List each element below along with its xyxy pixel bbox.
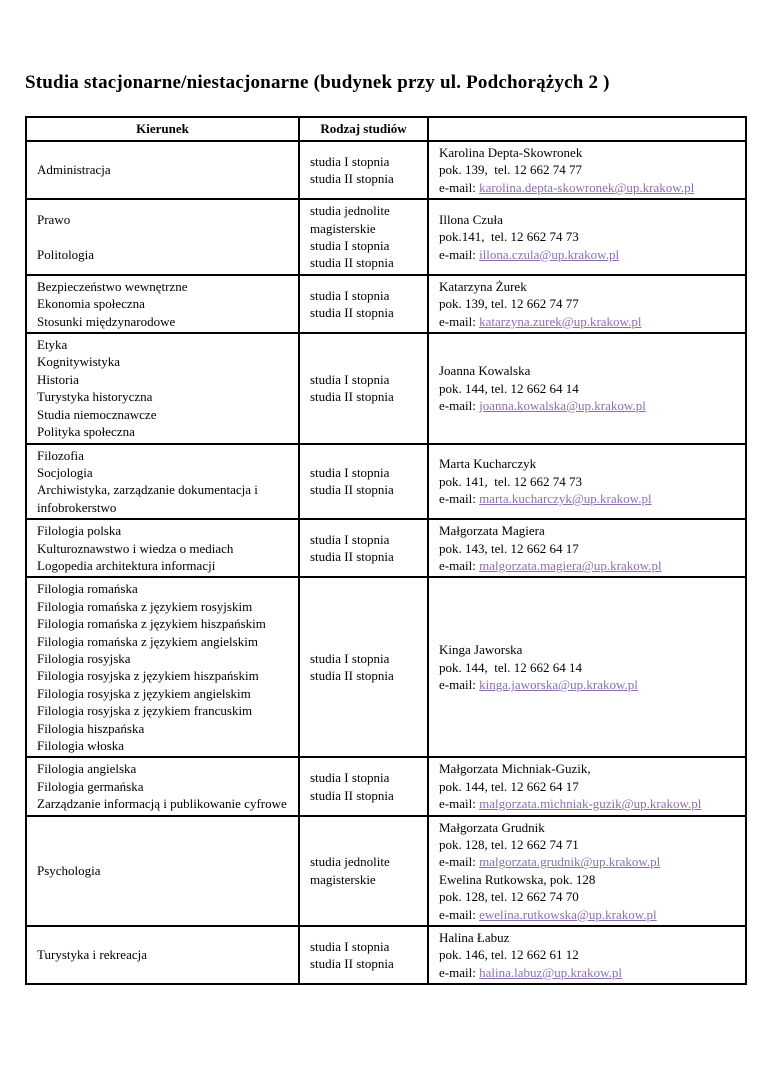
- email-label: e-mail:: [439, 906, 480, 922]
- table-row: [26, 141, 746, 199]
- contact-email-line: [439, 853, 739, 870]
- contact-text-line: pok.141, tel. 12 662 74 73: [439, 229, 579, 245]
- rodzaj-studiow-cell: [299, 816, 428, 926]
- rodzaj-studiow-item: studia II stopnia: [310, 389, 394, 405]
- rodzaj-studiow-item: studia I stopnia: [310, 770, 390, 786]
- contact-cell: [428, 816, 746, 926]
- kierunek-cell: [26, 275, 299, 333]
- kierunek-item: Filologia rosyjska: [37, 650, 131, 666]
- kierunek-item: Studia niemocznawcze: [37, 406, 157, 422]
- kierunek-item: Filozofia: [37, 447, 84, 463]
- kierunek-item: Turystyka i rekreacja: [37, 947, 147, 963]
- contact-text-line: Illona Czuła: [439, 211, 503, 227]
- email-label: e-mail:: [439, 964, 480, 980]
- contact-email-line: [439, 397, 739, 414]
- kierunek-cell: [26, 141, 299, 199]
- kierunek-cell: [26, 757, 299, 815]
- rodzaj-studiow-cell: [299, 333, 428, 443]
- email-link[interactable]: joanna.kowalska@up.krakow.pl: [479, 397, 646, 413]
- contact-email-line: [439, 490, 739, 507]
- page-title: Studia stacjonarne/niestacjonarne (budynek przy ul. Podchorążych 2 ): [25, 72, 610, 93]
- contact-cell: [428, 275, 746, 333]
- table-row: [26, 333, 746, 443]
- studies-table: [25, 116, 747, 985]
- rodzaj-studiow-item: studia II stopnia: [310, 787, 394, 803]
- kierunek-item: Filologia romańska: [37, 581, 138, 597]
- kierunek-item: Polityka społeczna: [37, 424, 135, 440]
- rodzaj-studiow-cell: [299, 141, 428, 199]
- kierunek-item: Administracja: [37, 162, 111, 178]
- email-link[interactable]: halina.labuz@up.krakow.pl: [479, 964, 622, 980]
- email-label: e-mail:: [439, 313, 480, 329]
- contact-email-line: [439, 676, 739, 693]
- kierunek-item: Historia: [37, 371, 79, 387]
- table-row: [26, 444, 746, 520]
- contact-text-line: pok. 146, tel. 12 662 61 12: [439, 947, 579, 963]
- table-row: [26, 816, 746, 926]
- kierunek-cell: [26, 199, 299, 275]
- table-row: [26, 275, 746, 333]
- table-row: [26, 757, 746, 815]
- kierunek-item: Archiwistyka, zarządzanie dokumentacja i infobrokerstwo: [37, 482, 262, 515]
- contact-cell: [428, 333, 746, 443]
- contact-text-line: pok. 128, tel. 12 662 74 70: [439, 889, 579, 905]
- kierunek-item: Politologia: [37, 246, 95, 262]
- contact-text-line: Halina Łabuz: [439, 930, 510, 946]
- contact-text-line: pok. 143, tel. 12 662 64 17: [439, 540, 579, 556]
- email-link[interactable]: malgorzata.magiera@up.krakow.pl: [479, 557, 662, 573]
- email-label: e-mail:: [439, 557, 480, 573]
- rodzaj-studiow-cell: [299, 757, 428, 815]
- kierunek-item: Kulturoznawstwo i wiedza o mediach: [37, 540, 234, 556]
- rodzaj-studiow-item: studia II stopnia: [310, 549, 394, 565]
- kierunek-item: Filologia hiszpańska: [37, 720, 145, 736]
- kierunek-item: Filologia angielska: [37, 761, 137, 777]
- kierunek-item: Etyka: [37, 337, 68, 353]
- email-link[interactable]: malgorzata.michniak-guzik@up.krakow.pl: [479, 796, 702, 812]
- contact-text-line: Katarzyna Żurek: [439, 278, 527, 294]
- email-link[interactable]: karolina.depta-skowronek@up.krakow.pl: [479, 179, 695, 195]
- rodzaj-studiow-cell: [299, 519, 428, 577]
- contact-email-line: [439, 964, 739, 981]
- contact-text-line: pok. 139, tel. 12 662 74 77: [439, 296, 579, 312]
- contact-text-line: Kinga Jaworska: [439, 642, 523, 658]
- kierunek-item: Filologia rosyjska z językiem hiszpańskim: [37, 668, 259, 684]
- kierunek-item: Psychologia: [37, 863, 101, 879]
- email-link[interactable]: katarzyna.zurek@up.krakow.pl: [479, 313, 642, 329]
- kierunek-item: Kognitywistyka: [37, 354, 121, 370]
- email-link[interactable]: ewelina.rutkowska@up.krakow.pl: [479, 906, 657, 922]
- contact-email-line: [439, 179, 739, 196]
- kierunek-item: Filologia romańska z językiem angielskim: [37, 633, 258, 649]
- contact-cell: [428, 757, 746, 815]
- contact-email-line: [439, 795, 739, 812]
- rodzaj-studiow-item: studia jednolite: [310, 854, 390, 870]
- contact-text-line: Małgorzata Grudnik: [439, 819, 545, 835]
- contact-text-line: pok. 144, tel. 12 662 64 14: [439, 380, 579, 396]
- kierunek-item: Zarządzanie informacją i publikowanie cyfrowe: [37, 796, 287, 812]
- contact-cell: [428, 926, 746, 984]
- contact-text-line: Marta Kucharczyk: [439, 456, 537, 472]
- kierunek-item: Filologia włoska: [37, 738, 125, 753]
- contact-text-line: Ewelina Rutkowska, pok. 128: [439, 871, 596, 887]
- email-link[interactable]: illona.czula@up.krakow.pl: [479, 246, 620, 262]
- kierunek-cell: [26, 926, 299, 984]
- contact-text-line: pok. 128, tel. 12 662 74 71: [439, 837, 579, 853]
- contact-email-line: [439, 246, 739, 263]
- kierunek-cell: [26, 577, 299, 757]
- email-label: e-mail:: [439, 796, 480, 812]
- table-row: [26, 199, 746, 275]
- kierunek-item: Bezpieczeństwo wewnętrzne: [37, 278, 188, 294]
- contact-text-line: Małgorzata Michniak-Guzik,: [439, 761, 591, 777]
- email-label: e-mail:: [439, 491, 480, 507]
- rodzaj-studiow-item: studia I stopnia: [310, 650, 390, 666]
- kierunek-item: Ekonomia społeczna: [37, 296, 145, 312]
- contact-text-line: Karolina Depta-Skowronek: [439, 145, 583, 160]
- table-header-row: [26, 117, 746, 141]
- rodzaj-studiow-cell: [299, 444, 428, 520]
- kierunek-cell: [26, 444, 299, 520]
- email-link[interactable]: kinga.jaworska@up.krakow.pl: [479, 677, 638, 693]
- contact-text-line: pok. 144, tel. 12 662 64 14: [439, 659, 582, 675]
- email-link[interactable]: malgorzata.grudnik@up.krakow.pl: [479, 854, 661, 870]
- contact-cell: [428, 519, 746, 577]
- contact-email-line: [439, 557, 739, 574]
- contact-email-line: [439, 906, 739, 923]
- rodzaj-studiow-item: studia II stopnia: [310, 304, 394, 320]
- kierunek-item: Turystyka historyczna: [37, 389, 153, 405]
- rodzaj-studiow-item: studia I stopnia: [310, 938, 390, 954]
- kierunek-item: Socjologia: [37, 464, 93, 480]
- kierunek-cell: [26, 333, 299, 443]
- kierunek-item: [37, 228, 292, 245]
- contact-cell: [428, 444, 746, 520]
- kierunek-item: Filologia polska: [37, 523, 122, 539]
- kierunek-item: Filologia rosyjska z językiem angielskim: [37, 685, 251, 701]
- kierunek-cell: [26, 816, 299, 926]
- rodzaj-studiow-item: magisterskie: [310, 220, 376, 236]
- kierunek-item: Filologia romańska z językiem rosyjskim: [37, 598, 253, 614]
- table-row: [26, 519, 746, 577]
- email-link[interactable]: marta.kucharczyk@up.krakow.pl: [479, 491, 652, 507]
- contact-cell: [428, 141, 746, 199]
- kierunek-item: Filologia romańska z językiem hiszpańskim: [37, 616, 266, 632]
- kierunek-item: Stosunki międzynarodowe: [37, 313, 176, 329]
- rodzaj-studiow-item: studia I stopnia: [310, 371, 390, 387]
- rodzaj-studiow-cell: [299, 199, 428, 275]
- kierunek-item: Prawo: [37, 211, 71, 227]
- rodzaj-studiow-item: magisterskie: [310, 871, 376, 887]
- contact-text-line: pok. 144, tel. 12 662 64 17: [439, 778, 579, 794]
- table-row: [26, 577, 746, 757]
- rodzaj-studiow-cell: [299, 275, 428, 333]
- contact-text-line: Małgorzata Magiera: [439, 523, 545, 539]
- header-contact: [428, 117, 746, 141]
- rodzaj-studiow-item: studia II stopnia: [310, 956, 394, 972]
- header-rodzaj-studiow: Rodzaj studiów: [299, 117, 428, 141]
- email-label: e-mail:: [439, 677, 480, 693]
- table-body: [26, 141, 746, 984]
- rodzaj-studiow-item: studia II stopnia: [310, 255, 394, 271]
- email-label: e-mail:: [439, 854, 480, 870]
- contact-text-line: pok. 141, tel. 12 662 74 73: [439, 473, 582, 489]
- kierunek-item: Filologia rosyjska z językiem francuskim: [37, 703, 253, 719]
- contact-cell: [428, 577, 746, 757]
- email-label: e-mail:: [439, 179, 480, 195]
- rodzaj-studiow-item: studia I stopnia: [310, 531, 390, 547]
- rodzaj-studiow-item: studia II stopnia: [310, 171, 394, 187]
- rodzaj-studiow-item: studia II stopnia: [310, 482, 394, 498]
- contact-cell: [428, 199, 746, 275]
- contact-text-line: pok. 139, tel. 12 662 74 77: [439, 162, 582, 178]
- rodzaj-studiow-item: studia jednolite: [310, 203, 390, 219]
- rodzaj-studiow-item: studia II stopnia: [310, 668, 394, 684]
- rodzaj-studiow-item: studia I stopnia: [310, 287, 390, 303]
- rodzaj-studiow-cell: [299, 926, 428, 984]
- header-kierunek: Kierunek: [26, 117, 299, 141]
- kierunek-item: Filologia germańska: [37, 778, 144, 794]
- table-row: [26, 926, 746, 984]
- email-label: e-mail:: [439, 397, 480, 413]
- rodzaj-studiow-item: studia I stopnia: [310, 464, 390, 480]
- email-label: e-mail:: [439, 246, 480, 262]
- kierunek-cell: [26, 519, 299, 577]
- contact-email-line: [439, 313, 739, 330]
- kierunek-item: Logopedia architektura informacji: [37, 557, 216, 573]
- contact-text-line: Joanna Kowalska: [439, 363, 531, 379]
- rodzaj-studiow-cell: [299, 577, 428, 757]
- rodzaj-studiow-item: studia I stopnia: [310, 153, 390, 169]
- rodzaj-studiow-item: studia I stopnia: [310, 238, 390, 254]
